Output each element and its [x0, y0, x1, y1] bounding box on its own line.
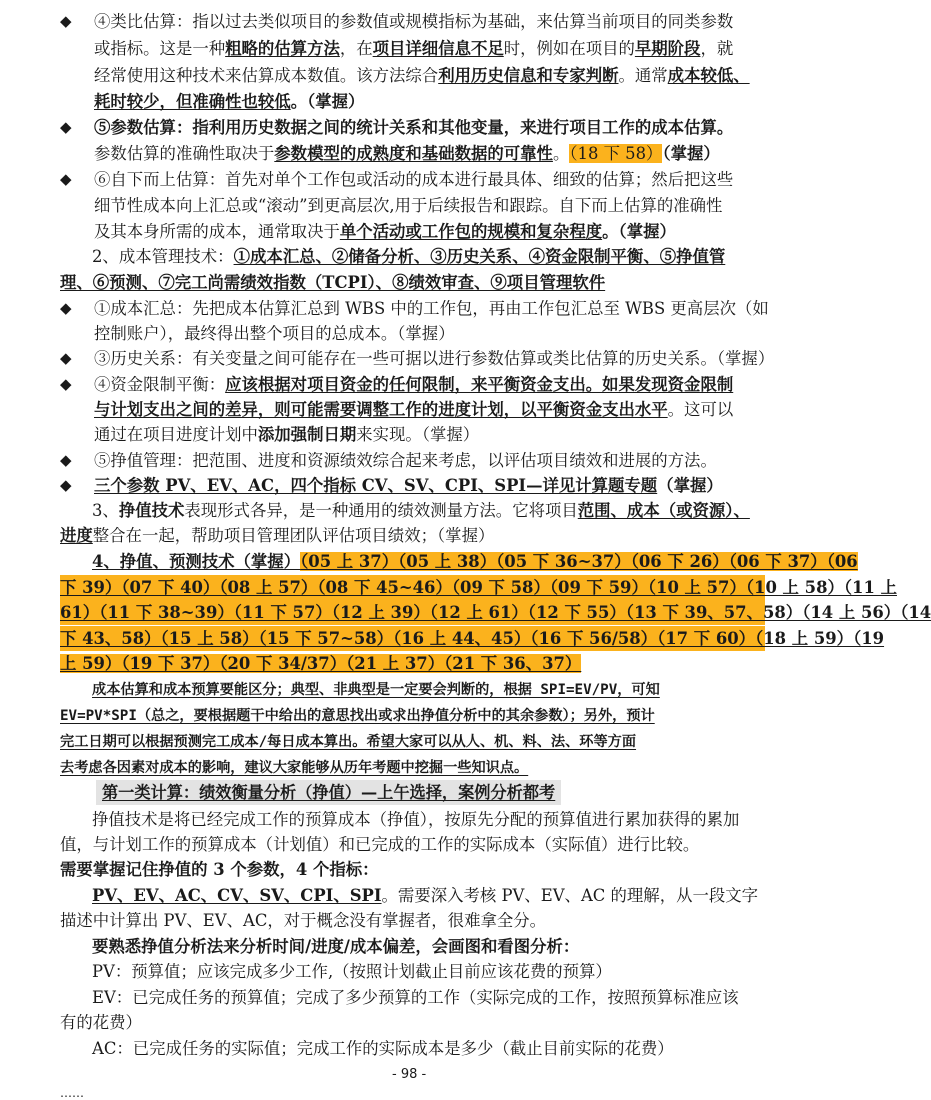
ac-definition: AC：已完成任务的实际值；完成工作的实际成本是多少（截止目前实际的花费） — [92, 1039, 674, 1058]
bottom-up-estimation-line1: ⑥自下而上估算：首先对单个工作包或活动的成本进行最具体、细致的估算；然后把这些 — [94, 170, 734, 189]
bullet-icon: ◆ — [60, 299, 72, 317]
ev-definition-line2b: 有的花费） — [60, 1013, 142, 1032]
bullet-icon: ◆ — [60, 451, 72, 469]
bullet-icon: ◆ — [60, 12, 72, 30]
three-params-four-indices: 三个参数 PV、EV、AC，四个指标 CV、SV、CPI、SPI—详见计算题专题（掌握） — [94, 476, 723, 495]
params-line2: 描述中计算出 PV、EV、AC，对于概念没有掌握者，很难拿全分。 — [60, 911, 547, 930]
page-number: - 98 - — [392, 1067, 427, 1082]
bullet-icon: ◆ — [60, 170, 72, 188]
ev-definition-line1: 挣值技术是将已经完成工作的预算成本（挣值），按原先分配的预算值进行累加获得的累加 — [92, 810, 740, 829]
section-heading: 第一类计算：绩效衡量分析（挣值）—上午选择，案例分析都考 — [96, 780, 769, 805]
cost-aggregation-line2: 控制账户），最终得出整个项目的总成本。（掌握） — [94, 324, 455, 343]
funding-limit-line3: 通过在项目进度计划中添加强制日期来实现。（掌握） — [94, 425, 480, 444]
bullet-icon: ◆ — [60, 476, 72, 494]
parametric-estimation-line2: 参数估算的准确性取决于参数模型的成熟度和基础数据的可靠性。（18 下 58）（掌握） — [94, 144, 720, 163]
footer: …… — [60, 1086, 84, 1100]
analogous-estimation-line2: 或指标。这是一种粗略的估算方法，在项目详细信息不足时，例如在项目的早期阶段，就 — [94, 39, 734, 58]
exam-refs-line2: 下 39）（07 下 40）（08 上 57）（08 下 45~46）（09 下 58）（09 下 59）（10 上 57）（10 上 58）（11 上 — [60, 575, 765, 600]
pv-definition: PV：预算值；应该完成多少工作,（按照计划截止目前应该花费的预算） — [92, 962, 612, 981]
bottom-up-estimation-line3: 及其本身所需的成本，通常取决于单个活动或工作包的规模和复杂程度。（掌握） — [94, 222, 676, 241]
earned-value-management: ⑤挣值管理：把范围、进度和资源绩效综合起来考虑，以评估项目绩效和进展的方法。 — [94, 451, 717, 470]
params-intro: 需要掌握记住挣值的 3 个参数，4 个指标： — [60, 860, 379, 879]
exam-refs-line1: 4、挣值、预测技术（掌握）（05 上 37）（05 上 38）（05 下 36~37）（06 下 26）（06 下 37）（06 — [92, 552, 858, 571]
funding-limit-line1: ④资金限制平衡：应该根据对项目资金的任何限制，来平衡资金支出。如果发现资金限制 — [94, 375, 734, 394]
historical-relationships: ③历史关系：有关变量之间可能存在一些可据以进行参数估算或类比估算的历史关系。（掌握） — [94, 349, 775, 368]
analogous-estimation-line1: ④类比估算：指以过去类似项目的参数值或规模指标为基础，来估算当前项目的同类参数 — [94, 12, 734, 31]
analysis-intro: 要熟悉挣值分析法来分析时间/进度/成本偏差，会画图和看图分析： — [92, 937, 580, 956]
note-line3: 完工日期可以根据预测完工成本/每日成本算出。希望大家可以从人、机、料、法、环等方面 — [60, 734, 637, 750]
cost-aggregation-line1: ①成本汇总：先把成本估算汇总到 WBS 中的工作包，再由工作包汇总至 WBS 更高层次（如 — [94, 299, 769, 318]
bottom-up-estimation-line2: 细节性成本向上汇总或“滚动”到更高层次,用于后续报告和跟踪。自下而上估算的准确性 — [94, 196, 723, 215]
bullet-icon: ◆ — [60, 118, 72, 136]
bullet-icon: ◆ — [60, 375, 72, 393]
funding-limit-line2: 与计划支出之间的差异，则可能需要调整工作的进度计划，以平衡资金支出水平。这可以 — [94, 400, 734, 419]
earned-value-tech-line2: 进度整合在一起，帮助项目管理团队评估项目绩效；（掌握） — [60, 526, 495, 545]
analogous-estimation-line4: 耗时较少，但准确性也较低。（掌握） — [94, 92, 365, 111]
parametric-estimation-line1: ⑤参数估算：指利用历史数据之间的统计关系和其他变量，来进行项目工作的成本估算。 — [94, 118, 734, 137]
cost-techniques-line2: 理、⑥预测、⑦完工尚需绩效指数（TCPI）、⑧绩效审查、⑨项目管理软件 — [60, 273, 606, 292]
params-line1: PV、EV、AC、CV、SV、CPI、SPI。需要深入考核 PV、EV、AC 的理解，从一段文字 — [92, 886, 759, 905]
exam-refs-line4: 下 43、58）（15 上 58）（15 下 57~58）（16 上 44、45）（16 下 56/58）（17 下 60）（18 上 59）（19 — [60, 626, 765, 651]
exam-refs-line5: 上 59）（19 下 37）（20 下 34/37）（21 上 37）（21 下 36、37） — [60, 654, 582, 673]
cost-techniques-line1: 2、成本管理技术：①成本汇总、②储备分析、③历史关系、④资金限制平衡、⑤挣值管 — [92, 247, 726, 266]
note-line2: EV=PV*SPI（总之，要根据题干中给出的意思找出或求出挣值分析中的其余参数）；另外，预计 — [60, 708, 655, 724]
note-line4: 去考虑各因素对成本的影响，建议大家能够从历年考题中挖掘一些知识点。 — [60, 760, 529, 776]
earned-value-tech-line1: 3、挣值技术表现形式各异，是一种通用的绩效测量方法。它将项目范围、成本（或资源）、 — [92, 501, 750, 520]
analogous-estimation-line3: 经常使用这种技术来估算成本数值。该方法综合利用历史信息和专家判断。通常成本较低、 — [94, 66, 750, 85]
bullet-icon: ◆ — [60, 349, 72, 367]
ev-definition-line1b: EV：已完成任务的预算值；完成了多少预算的工作（实际完成的工作，按照预算标准应该 — [92, 988, 739, 1007]
exam-refs-line3: 61）（11 下 38~39）（11 下 57）（12 上 39）（12 上 61）（12 下 55）（13 下 39、57、58）（14 上 56）（14 — [60, 600, 765, 625]
ev-definition-line2: 值，与计划工作的预算成本（计划值）和已完成的工作的实际成本（实际值）进行比较。 — [60, 835, 700, 854]
note-line1: 成本估算和成本预算要能区分；典型、非典型是一定要会判断的，根据 SPI=EV/PV，可知 — [92, 682, 660, 698]
